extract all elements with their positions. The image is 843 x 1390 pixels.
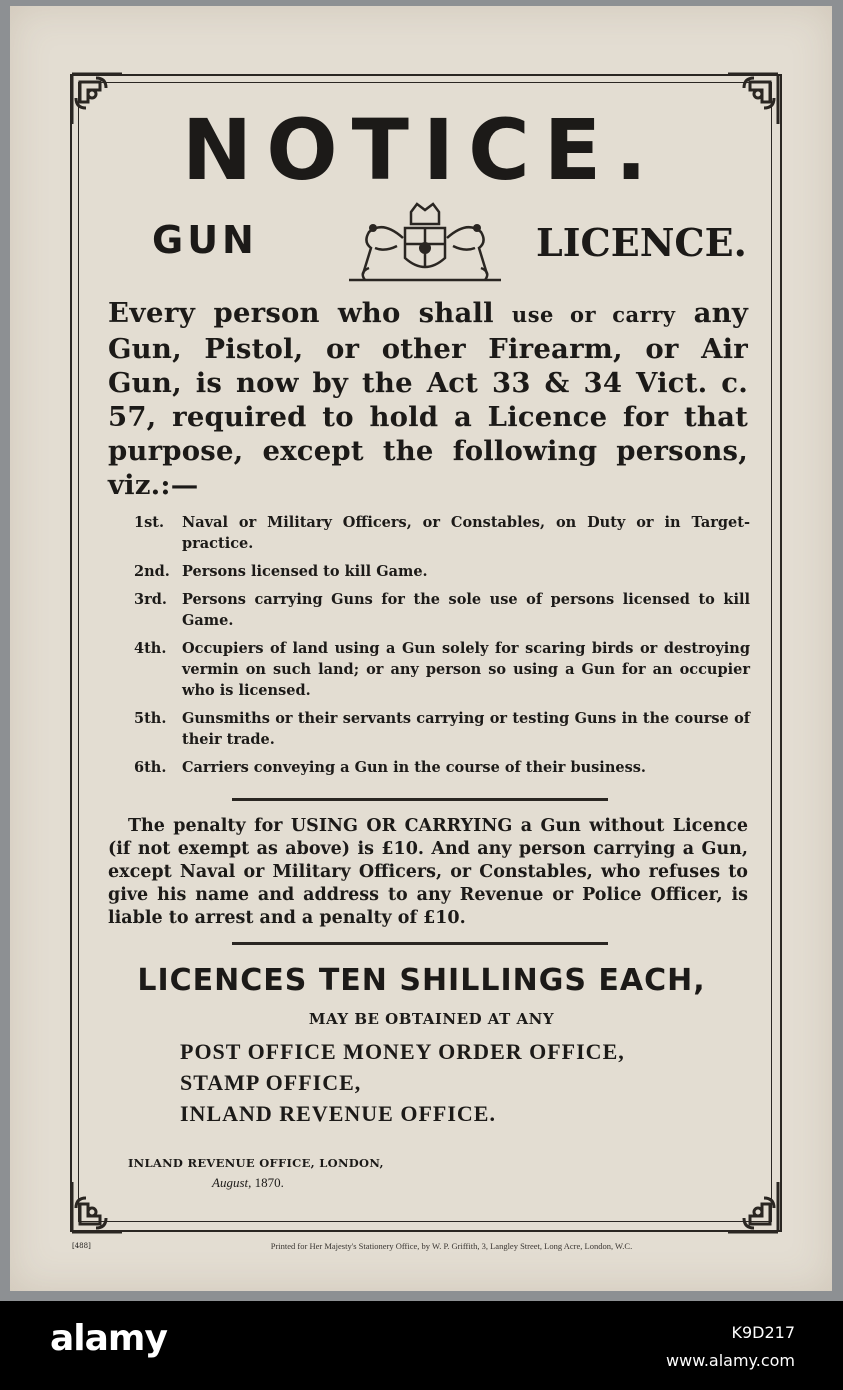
intro-every: Every [108, 297, 196, 329]
exemptions-list [134, 512, 750, 785]
exemption-text: Carriers conveying a Gun in the course of their business. [182, 759, 646, 776]
exemption-text: Persons licensed to kill Game. [182, 563, 428, 580]
heading-gun: GUN [152, 218, 258, 262]
obtain-line: MAY BE OBTAINED AT ANY [308, 1010, 555, 1028]
exemption-number: 5th. [134, 710, 167, 727]
list-item [134, 512, 750, 554]
intro-text-2: any Gun, Pistol, or other Firearm, or Air Gun, is now by the Act 33 & 34 Vict. c. 57, required to hold a Licence for that purpose, except the following persons, viz.:— [108, 297, 748, 501]
divider-rule-1 [232, 798, 608, 801]
exemption-number: 3rd. [134, 591, 167, 608]
intro-paragraph [108, 296, 748, 502]
corner-ornament-bottom-right [722, 1176, 784, 1238]
issuer-line: INLAND REVENUE OFFICE, LONDON, [128, 1156, 384, 1170]
exemption-text: Persons carrying Guns for the sole use of persons licensed to kill Game. [182, 591, 750, 629]
list-item [134, 757, 750, 778]
divider-rule-2 [232, 942, 608, 945]
penalty-paragraph [108, 815, 748, 930]
list-item: INLAND REVENUE OFFICE. [180, 1101, 496, 1126]
exemption-number: 1st. [134, 514, 164, 531]
issue-date [212, 1175, 284, 1191]
list-item: POST OFFICE MONEY ORDER OFFICE, [180, 1039, 625, 1064]
list-item [134, 589, 750, 631]
licences-price-heading: LICENCES TEN SHILLINGS EACH, [137, 963, 706, 998]
list-item [134, 638, 750, 701]
exemption-number: 4th. [134, 640, 167, 657]
issue-month: August [212, 1175, 249, 1190]
printer-imprint: Printed for Her Majesty's Stationery Office, by W. P. Griffith, 3, Langley Street, Long Acre, London, W.C. [270, 1241, 633, 1251]
site-url: www.alamy.com [666, 1351, 795, 1370]
exemption-text: Naval or Military Officers, or Constables, on Duty or in Target-practice. [182, 514, 750, 552]
offices-list [180, 1036, 625, 1129]
brand-logo: alamy [50, 1318, 167, 1359]
intro-use-or-carry: use or carry [511, 302, 676, 327]
exemption-number: 2nd. [134, 563, 170, 580]
exemption-number: 6th. [134, 759, 167, 776]
penalty-text: The penalty for USING OR CARRYING a Gun without Licence (if not exempt as above) is £10. And any person carrying a Gun, except Naval or Military Officers, or Constables, who refuses to give his name and address to any Revenue or Police Officer, is liable to arrest and a penalty of £10. [108, 816, 748, 928]
heading-licence: LICENCE. [536, 220, 747, 265]
exemption-text: Occupiers of land using a Gun solely for scaring birds or destroying vermin on such land; or any person so using a Gun for an occupier who is licensed. [182, 640, 750, 699]
form-number: [488] [72, 1242, 91, 1250]
exemption-text: Gunsmiths or their servants carrying or testing Guns in the course of their trade. [182, 710, 750, 748]
list-item [134, 708, 750, 750]
royal-coat-of-arms-icon [345, 198, 505, 286]
image-id: K9D217 [731, 1323, 795, 1342]
issue-year: , 1870. [248, 1175, 284, 1190]
corner-ornament-bottom-left [66, 1176, 128, 1238]
notice-title: NOTICE. [181, 101, 662, 199]
list-item: STAMP OFFICE, [180, 1070, 362, 1095]
list-item [134, 561, 750, 582]
intro-text-1: person who shall [195, 297, 512, 329]
